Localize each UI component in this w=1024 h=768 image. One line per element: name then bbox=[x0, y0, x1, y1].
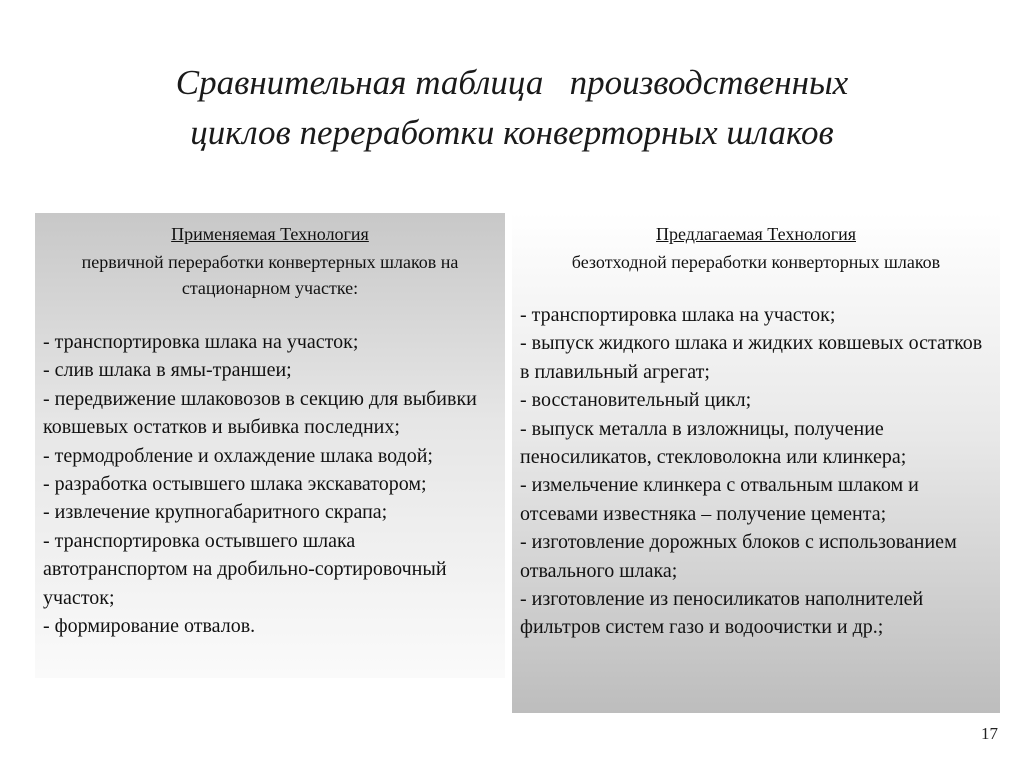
proposed-technology-heading: Предлагаемая Технология bbox=[655, 224, 856, 244]
current-technology-subheading: первичной переработки конвертерных шлаков на стационарном участке: bbox=[81, 252, 459, 298]
slide-title-line-2: циклов переработки конверторных шлаков bbox=[190, 113, 834, 152]
list-item: - измельчение клинкера с отвальным шлаком и отсевами известняка – получение цемента; bbox=[520, 474, 919, 525]
proposed-technology-column bbox=[512, 213, 1000, 642]
page-number: 17 bbox=[981, 724, 998, 743]
current-technology-steps bbox=[35, 328, 505, 640]
list-item: - термодробление и охлаждение шлака водой; bbox=[43, 444, 433, 467]
list-item: - выпуск металла в изложницы, получение пеносиликатов, стекловолокна или клинкера; bbox=[520, 417, 907, 469]
list-item: - передвижение шлаковозов в секцию для выбивки ковшевых остатков и выбивка последних; bbox=[43, 387, 477, 439]
list-item: - выпуск жидкого шлака и жидких ковшевых остатков в плавильный агрегат; bbox=[520, 332, 983, 383]
proposed-technology-steps bbox=[512, 301, 1000, 642]
list-item: - разработка остывшего шлака экскаватором; bbox=[43, 473, 427, 496]
list-item: - формирование отвалов. bbox=[43, 615, 256, 638]
list-item: - слив шлака в ямы-траншеи; bbox=[43, 359, 292, 382]
list-item: - транспортировка остывшего шлака автотранспортом на дробильно-сортировочный участок; bbox=[43, 529, 447, 609]
list-item: - извлечение крупногабаритного скрапа; bbox=[43, 501, 388, 524]
list-item: - изготовление из пеносиликатов наполнителей фильтров систем газо и водоочистки и др.; bbox=[520, 588, 924, 639]
proposed-technology-subheading: безотходной переработки конверторных шлаков bbox=[571, 252, 941, 272]
current-technology-column bbox=[35, 213, 505, 640]
list-item: - транспортировка шлака на участок; bbox=[520, 304, 836, 326]
list-item: - восстановительный цикл; bbox=[520, 389, 752, 412]
slide-title-line-1: Сравнительная таблица производственных bbox=[175, 63, 849, 102]
slide-title bbox=[0, 58, 1024, 158]
current-technology-heading: Применяемая Технология bbox=[171, 224, 369, 244]
list-item: - изготовление дорожных блоков с использованием отвального шлака; bbox=[520, 531, 957, 582]
list-item: - транспортировка шлака на участок; bbox=[43, 331, 359, 353]
